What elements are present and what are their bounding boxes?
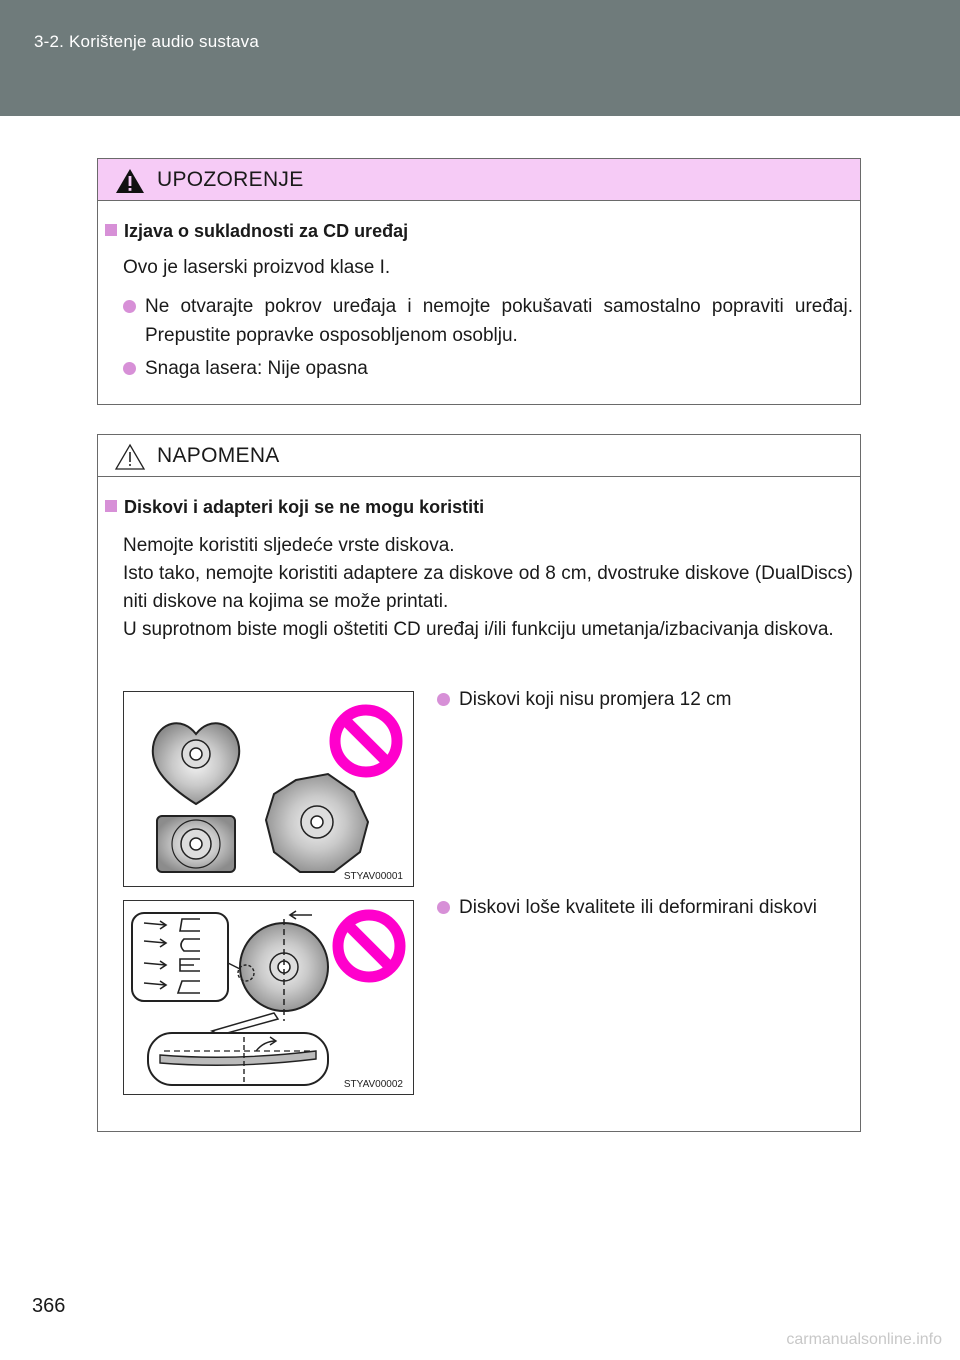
warning-box [97,158,861,405]
warning-section-title: Izjava o sukladnosti za CD uređaj [105,221,408,242]
section-breadcrumb: 3-2. Korištenje audio sustava [34,32,260,51]
bullet-dot-icon [437,901,450,914]
figure-deformed-discs [123,900,414,1095]
prohibition-icon [338,915,400,977]
note-line: Nemojte koristiti sljedeće vrste diskova. [123,535,455,556]
figure-odd-shaped-discs [123,691,414,887]
note-box [97,434,861,1132]
note-label: NAPOMENA [157,444,280,467]
warning-triangle-icon [114,167,146,195]
warning-intro: Ovo je laserski proizvod klase I. [123,257,391,278]
bullet-dot-icon [123,300,136,313]
prohibition-icon [335,710,397,772]
deformed-discs-illustration [124,901,413,1094]
note-bullet: Diskovi koji nisu promjera 12 cm [437,685,837,714]
note-line: Isto tako, nemojte koristiti adaptere za diskove od 8 cm, dvostruke diskove (DualDiscs) niti diskove na kojima se može printati. [123,563,853,612]
watermark: carmanualsonline.info [786,1331,942,1348]
note-paragraph [123,532,853,644]
bullet-dot-icon [437,693,450,706]
note-header [98,435,860,477]
warning-bullet: Snaga lasera: Nije opasna [123,354,853,383]
page-number: 366 [32,1295,66,1317]
note-bullet: Diskovi loše kvalitete ili deformirani diskovi [437,893,827,922]
warning-header [98,159,860,201]
figure-code: STYAV00002 [343,1079,403,1090]
header-bar [0,0,960,116]
square-bullet-icon [105,224,117,236]
note-line: U suprotnom biste mogli oštetiti CD uređaj i/ili funkciju umetanja/izbacivanja diskova. [123,619,834,640]
odd-shaped-discs-illustration [124,692,413,886]
bullet-dot-icon [123,362,136,375]
warning-label: UPOZORENJE [157,168,304,191]
square-bullet-icon [105,500,117,512]
caution-triangle-icon [114,443,146,471]
warning-bullet: Ne otvarajte pokrov uređaja i nemojte pokušavati samostalno popraviti uređaj. Prepustite popravke osposobljenom osoblju. [123,292,853,350]
note-section-title: Diskovi i adapteri koji se ne mogu koristiti [105,497,484,518]
figure-code: STYAV00001 [343,871,403,882]
